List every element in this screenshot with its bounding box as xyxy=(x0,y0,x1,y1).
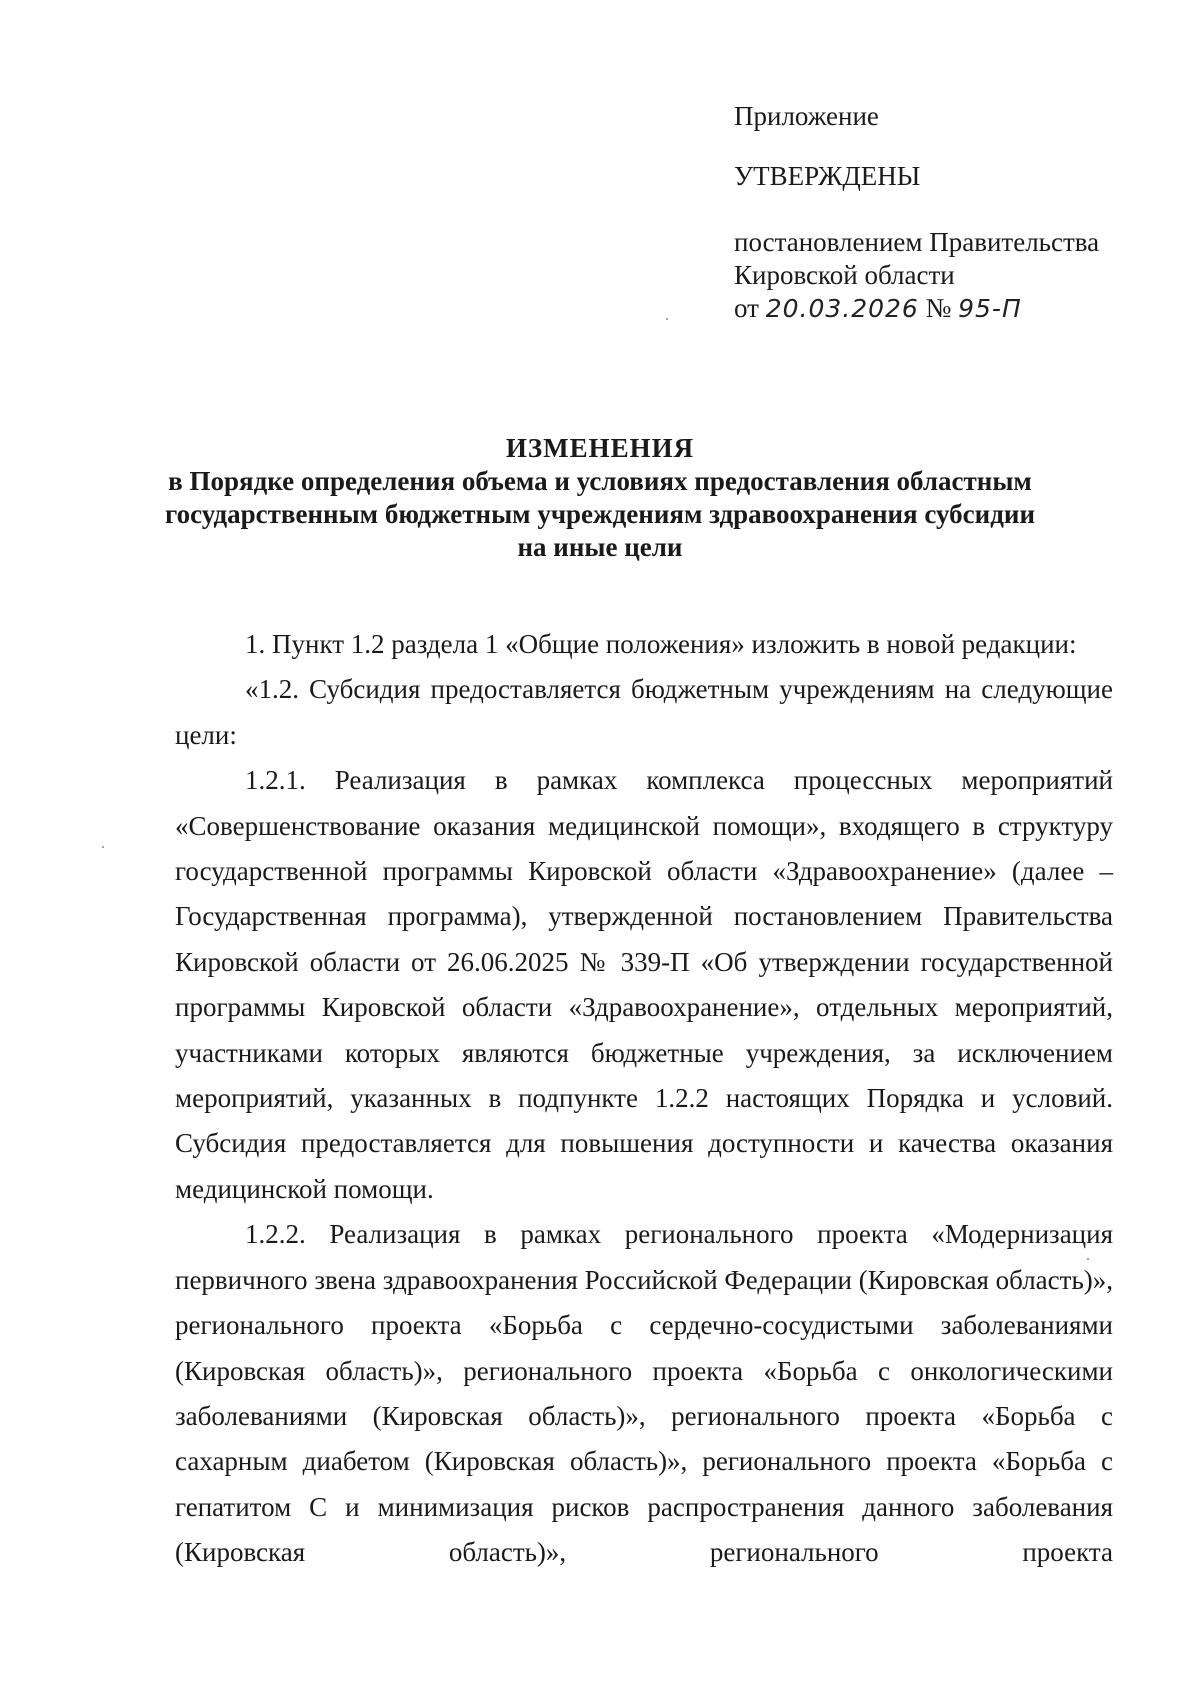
resolution-date-number xyxy=(734,292,1154,325)
document-title xyxy=(150,432,1050,564)
resolution-line-2: Кировской области xyxy=(734,260,955,290)
document-body xyxy=(175,622,1113,1576)
paragraph-1-2-2: 1.2.2. Реализация в рамках регионального проекта «Модернизация первичного звена здравоохранения Российской Федерации (Кировская область)», регионального проекта «Борьба с сердечно-сосудистыми заболеваниями (Кировская область)», регионального проекта «Борьба с онкологическими заболеваниями (Кировская область)», регионального проекта «Борьба с сахарным диабетом (Кировская область)», регионального проекта «Борьба с гепатитом С и минимизация рисков распространения данного заболевания (Кировская область)», регионального проекта xyxy=(175,1219,1113,1568)
date-prefix: от xyxy=(734,293,759,323)
handwritten-number: 95-П xyxy=(958,294,1022,323)
paragraph-1-2: «1.2. Субсидия предоставляется бюджетным учреждениям на следующие цели: xyxy=(175,674,1113,750)
scan-speck xyxy=(1087,1258,1089,1260)
appendix-label: Приложение xyxy=(734,101,879,131)
approval-block xyxy=(734,100,1154,325)
handwritten-date: 20.03.2026 xyxy=(765,294,919,323)
title-line-3: на иные цели xyxy=(517,532,683,562)
paragraph-1-2-1: 1.2.1. Реализация в рамках комплекса процессных мероприятий «Совершенствование оказания медицинской помощи», входящего в структуру государственной программы Кировской области «Здравоохранение» (далее – Государственная программа), утвержденной постановлением Правительства Кировской области от 26.06.2025 № 339-П «Об утверждении государственной программы Кировской области «Здравоохранение», отдельных мероприятий, участниками которых являются бюджетные учреждения, за исключением мероприятий, указанных в подпункте 1.2.2 настоящих Порядка и условий. Субсидия предоставляется для повышения доступности и качества оказания медицинской помощи. xyxy=(175,765,1113,1204)
title-main: ИЗМЕНЕНИЯ xyxy=(505,433,695,463)
paragraph-1: 1. Пункт 1.2 раздела 1 «Общие положения» изложить в новой редакции: xyxy=(245,629,1077,659)
number-prefix: № xyxy=(925,293,952,323)
scan-speck xyxy=(102,846,104,848)
scan-speck xyxy=(666,318,668,320)
approved-label: УТВЕРЖДЕНЫ xyxy=(734,161,921,191)
resolution-line-1: постановлением Правительства xyxy=(734,227,1100,257)
title-line-1: в Порядке определения объема и условиях предоставления областным xyxy=(168,466,1032,496)
title-line-2: государственным бюджетным учреждениям здравоохранения субсидии xyxy=(164,499,1035,529)
